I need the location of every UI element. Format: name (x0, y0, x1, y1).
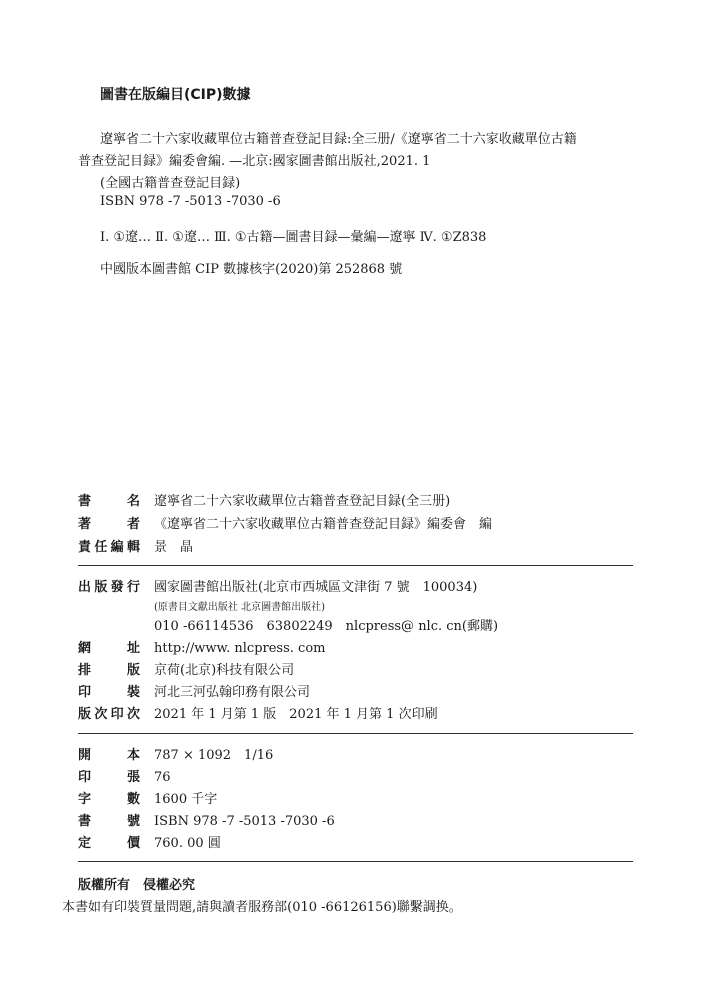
format-label: 開本 (78, 748, 140, 763)
price-row (78, 834, 221, 854)
sheets-row (78, 768, 171, 788)
website-row (78, 639, 325, 659)
typeset-label: 排版 (78, 663, 140, 678)
book-title-row (78, 492, 450, 512)
book-title-value: 遼寧省二十六家收藏單位古籍普查登記目録(全三册) (154, 494, 451, 509)
sheets-label: 印張 (78, 770, 140, 785)
print-row (78, 683, 310, 703)
author-label: 著者 (78, 517, 140, 532)
website-value: http://www. nlcpress. com (154, 641, 326, 656)
print-label: 印裝 (78, 685, 140, 700)
quality-notice: 本書如有印裝質量問題,請與讀者服務部(010 -66126156)聯繫調换。 (62, 900, 462, 915)
format-row (78, 746, 273, 766)
edition-value: 2021 年 1 月第 1 版 2021 年 1 月第 1 次印刷 (154, 707, 438, 722)
price-value: 760. 00 圓 (154, 836, 221, 851)
book-number-value: ISBN 978 -7 -5013 -7030 -6 (154, 814, 335, 829)
edition-row (78, 705, 438, 725)
website-label: 網址 (78, 641, 140, 656)
copyright-notice: 版權所有 侵權必究 (78, 878, 196, 893)
divider (78, 861, 633, 862)
words-row (78, 790, 217, 810)
publisher-label: 出版發行 (78, 580, 140, 595)
book-title-label: 書名 (78, 494, 140, 509)
print-value: 河北三河弘翰印務有限公司 (154, 685, 311, 700)
cip-core-number: 中國版本圖書館 CIP 數據核字(2020)第 252868 號 (100, 262, 403, 277)
edition-label: 版次印次 (78, 707, 140, 722)
cip-record-line-1: 遼寧省二十六家收藏單位古籍普查登記目録:全三册/《遼寧省二十六家收藏單位古籍 (100, 132, 577, 147)
cip-classification: Ⅰ. ①遼… Ⅱ. ①遼… Ⅲ. ①古籍—圖書目録—彙編—遼寧 Ⅳ. ①Z838 (100, 230, 487, 245)
author-row (78, 515, 492, 535)
divider (78, 565, 633, 566)
cip-title: 圖書在版編目(CIP)數據 (100, 87, 251, 103)
words-value: 1600 千字 (154, 792, 218, 807)
divider (78, 733, 633, 734)
format-value: 787 × 1092 1/16 (154, 748, 274, 763)
author-value: 《遼寧省二十六家收藏單位古籍普查登記目録》編委會 編 (154, 517, 493, 532)
cip-record-line-2: 普查登記目録》編委會編. —北京:國家圖書館出版社,2021. 1 (78, 154, 431, 169)
cip-isbn: ISBN 978 -7 -5013 -7030 -6 (100, 194, 281, 209)
editor-row (78, 538, 193, 558)
publisher-phones: 010 -66114536 63802249 nlcpress@ nlc. cn(郵購) (154, 619, 499, 634)
words-label: 字數 (78, 792, 140, 807)
publisher-row (78, 578, 477, 598)
publisher-former-names: (原書目文獻出版社 北京圖書館出版社) (154, 602, 325, 613)
editor-label: 責任編輯 (78, 540, 140, 555)
cip-series: (全國古籍普查登記目録) (100, 176, 241, 191)
typeset-value: 京荷(北京)科技有限公司 (154, 663, 295, 678)
typeset-row (78, 661, 294, 681)
publisher-value: 國家圖書館出版社(北京市西城區文津街 7 號 100034) (154, 580, 478, 595)
editor-value: 景 晶 (154, 540, 194, 555)
price-label: 定價 (78, 836, 140, 851)
sheets-value: 76 (154, 770, 171, 785)
book-number-row (78, 812, 335, 832)
book-number-label: 書號 (78, 814, 140, 829)
